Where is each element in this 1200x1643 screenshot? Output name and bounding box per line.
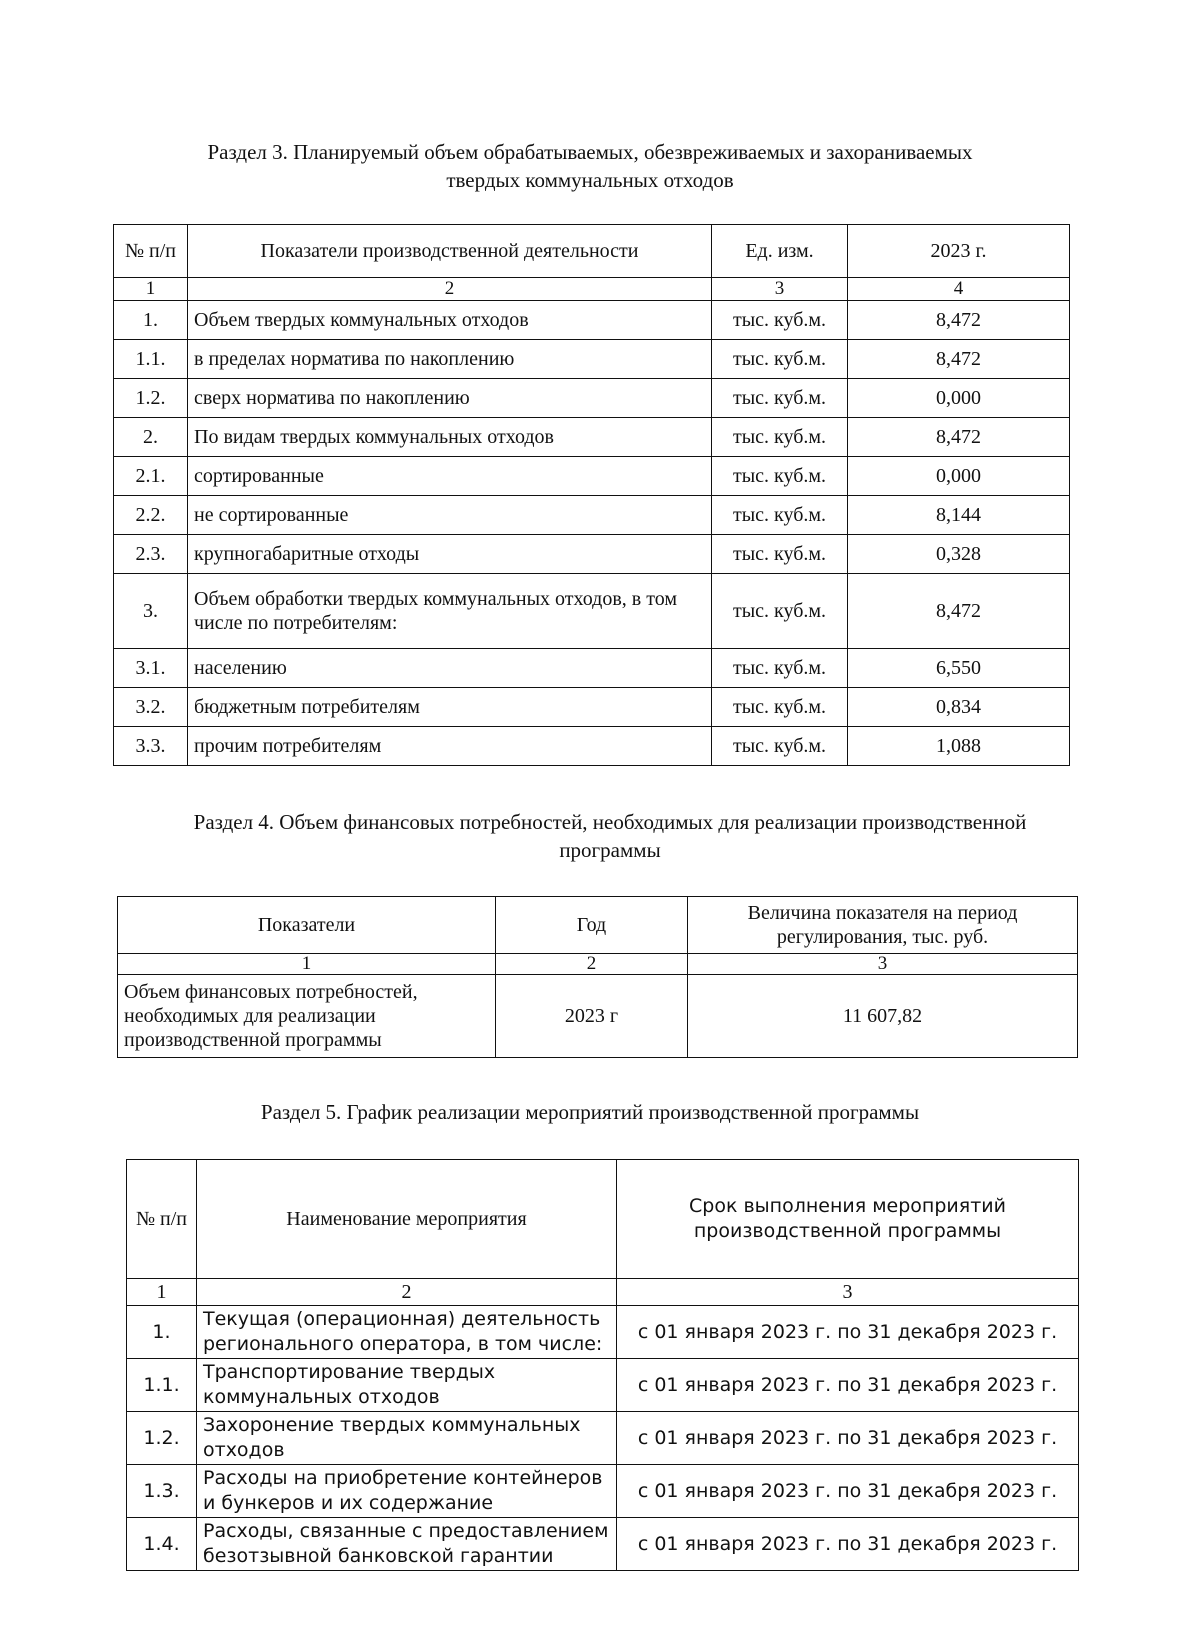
row-deadline: с 01 января 2023 г. по 31 декабря 2023 г. [617,1465,1079,1518]
column-index: 2 [197,1279,617,1306]
row-value: 0,834 [848,688,1070,727]
row-value: 0,328 [848,535,1070,574]
column-index: 1 [118,954,496,975]
row-value: 8,472 [848,340,1070,379]
row-num: 2.1. [114,457,188,496]
row-name: сортированные [188,457,712,496]
row-name: бюджетным потребителям [188,688,712,727]
row-value: 8,472 [848,574,1070,649]
row-name: Текущая (операционная) деятельность регионального оператора, в том числе: [197,1306,617,1359]
header-deadline: Срок выполнения мероприятий производственной программы [617,1160,1079,1279]
table-row [127,1412,1079,1465]
section4-title-line1: Раздел 4. Объем финансовых потребностей, необходимых для реализации производственной [193,810,1027,834]
row-num: 1. [114,301,188,340]
table-header-row [114,225,1070,278]
section3-title [110,138,1070,194]
row-deadline: с 01 января 2023 г. по 31 декабря 2023 г. [617,1518,1079,1571]
table-header-row [118,897,1078,954]
table-row [127,1306,1079,1359]
row-num: 1.4. [127,1518,197,1571]
column-index-row [114,278,1070,301]
row-unit: тыс. куб.м. [712,340,848,379]
row-num: 1.3. [127,1465,197,1518]
row-num: 3.3. [114,727,188,766]
header-unit: Ед. изм. [712,225,848,278]
table-row [114,688,1070,727]
table-row [114,535,1070,574]
header-num: № п/п [127,1160,197,1279]
row-value: 0,000 [848,379,1070,418]
row-deadline: с 01 января 2023 г. по 31 декабря 2023 г. [617,1306,1079,1359]
header-name: Наименование мероприятия [197,1160,617,1279]
section4-title [170,808,1050,864]
header-year: Год [496,897,688,954]
row-year: 2023 г [496,975,688,1058]
header-indicator: Показатели [118,897,496,954]
table-row [127,1518,1079,1571]
row-name: Захоронение твердых коммунальных отходов [197,1412,617,1465]
table-row [114,301,1070,340]
row-name: не сортированные [188,496,712,535]
row-value: 8,472 [848,301,1070,340]
table-row [114,496,1070,535]
column-index-row [127,1279,1079,1306]
row-value: 8,144 [848,496,1070,535]
row-unit: тыс. куб.м. [712,496,848,535]
row-num: 1. [127,1306,197,1359]
row-deadline: с 01 января 2023 г. по 31 декабря 2023 г. [617,1412,1079,1465]
section5-title [150,1098,1030,1126]
row-num: 1.1. [127,1359,197,1412]
row-unit: тыс. куб.м. [712,301,848,340]
section3-table [113,224,1070,766]
header-year: 2023 г. [848,225,1070,278]
section5-title-text: Раздел 5. График реализации мероприятий производственной программы [260,1100,920,1124]
table-row [114,457,1070,496]
row-name: в пределах норматива по накоплению [188,340,712,379]
row-name: крупногабаритные отходы [188,535,712,574]
section3-title-line2: твердых коммунальных отходов [446,168,734,192]
row-name: Объем твердых коммунальных отходов [188,301,712,340]
column-index: 2 [188,278,712,301]
row-name: Расходы, связанные с предоставлением безотзывной банковской гарантии [197,1518,617,1571]
row-name: Расходы на приобретение контейнеров и бункеров и их содержание [197,1465,617,1518]
row-unit: тыс. куб.м. [712,457,848,496]
row-num: 2.3. [114,535,188,574]
table-row [127,1359,1079,1412]
row-num: 2. [114,418,188,457]
row-name: сверх норматива по накоплению [188,379,712,418]
header-indicator: Показатели производственной деятельности [188,225,712,278]
row-value: 0,000 [848,457,1070,496]
header-value: Величина показателя на период регулирования, тыс. руб. [688,897,1078,954]
column-index: 2 [496,954,688,975]
row-value: 8,472 [848,418,1070,457]
column-index: 1 [114,278,188,301]
section3-title-line1: Раздел 3. Планируемый объем обрабатываемых, обезвреживаемых и захораниваемых [207,140,973,164]
header-num: № п/п [114,225,188,278]
row-unit: тыс. куб.м. [712,418,848,457]
row-num: 2.2. [114,496,188,535]
row-unit: тыс. куб.м. [712,574,848,649]
row-value: 1,088 [848,727,1070,766]
table-row [127,1465,1079,1518]
row-value: 6,550 [848,649,1070,688]
table-row [114,727,1070,766]
column-index: 3 [688,954,1078,975]
row-unit: тыс. куб.м. [712,649,848,688]
row-deadline: с 01 января 2023 г. по 31 декабря 2023 г. [617,1359,1079,1412]
column-index: 3 [712,278,848,301]
section4-table [117,896,1078,1058]
row-num: 3.1. [114,649,188,688]
table-row [118,975,1078,1058]
row-unit: тыс. куб.м. [712,379,848,418]
table-row [114,418,1070,457]
row-unit: тыс. куб.м. [712,535,848,574]
row-name: По видам твердых коммунальных отходов [188,418,712,457]
table-row [114,379,1070,418]
row-name: Транспортирование твердых коммунальных отходов [197,1359,617,1412]
row-num: 1.1. [114,340,188,379]
row-num: 3. [114,574,188,649]
row-value: 11 607,82 [688,975,1078,1058]
section4-title-line2: программы [559,838,661,862]
section5-table [126,1159,1079,1571]
row-name: населению [188,649,712,688]
row-num: 1.2. [127,1412,197,1465]
column-index: 4 [848,278,1070,301]
table-header-row [127,1160,1079,1279]
column-index: 1 [127,1279,197,1306]
table-row [114,649,1070,688]
table-row [114,574,1070,649]
row-num: 1.2. [114,379,188,418]
column-index: 3 [617,1279,1079,1306]
row-name: прочим потребителям [188,727,712,766]
row-name: Объем обработки твердых коммунальных отходов, в том числе по потребителям: [188,574,712,649]
row-unit: тыс. куб.м. [712,727,848,766]
column-index-row [118,954,1078,975]
row-unit: тыс. куб.м. [712,688,848,727]
row-num: 3.2. [114,688,188,727]
row-indicator: Объем финансовых потребностей, необходимых для реализации производственной программы [118,975,496,1058]
table-row [114,340,1070,379]
